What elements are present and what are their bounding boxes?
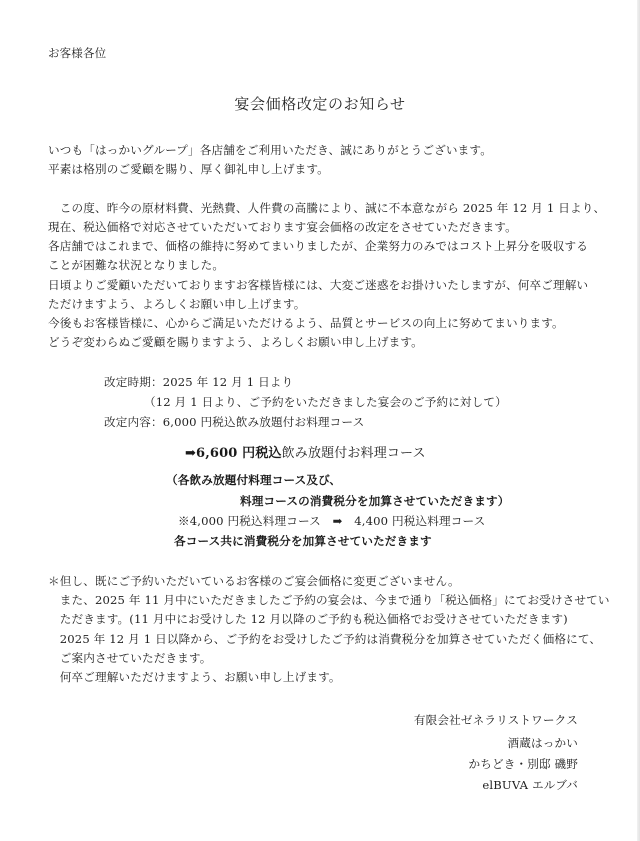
- new-price-line: [185, 446, 426, 462]
- body-line-8: どうぞ変わらぬご愛顧を賜りますよう、よろしくお願い申し上げます。: [48, 335, 423, 349]
- note-line-3: ただきます。(11 月中にお受けした 12 月以降のご予約も税込価格でお受けさせていただきます): [48, 612, 568, 626]
- signature-store-2: かちどき・別邸 磯野: [468, 757, 578, 771]
- note-line-1: ＊但し、既にご予約いただいているお客様のご宴会価格に変更ございません。: [48, 574, 460, 588]
- new-price-course: 飲み放題付お料理コース: [281, 446, 426, 461]
- note-line-6: 何卒ご理解いただけますよう、お願い申し上げます。: [48, 670, 341, 684]
- revision-content: 改定内容：6,000 円税込飲み放題付お料理コース: [104, 415, 365, 429]
- document-title: 宴会価格改定のお知らせ: [234, 95, 406, 113]
- tax-note-line-2: 料理コースの消費税分を加算させていただきます）: [240, 494, 510, 508]
- body-line-7: 今後もお客様皆様に、心からご満足いただけるよう、品質とサービスの向上に努めてまいります。: [48, 316, 564, 330]
- note-line-5: ご案内させていただきます。: [48, 651, 212, 665]
- tax-note-line-1: （各飲み放題付料理コース及び、: [166, 473, 342, 487]
- note-line-2: また、2025 年 11 月中にいただきましたご予約の宴会は、今まで通り「税込価格」にてお受けさせてい: [48, 593, 610, 607]
- arrow-right-icon: ➡: [185, 446, 197, 461]
- new-price-value: 6,600 円税込: [196, 446, 282, 461]
- signature-store-3: elBUVA エルブバ: [482, 778, 578, 792]
- note-line-4: 2025 年 12 月 1 日以降から、ご予約をお受けしたご予約は消費税分を加算させていただく価格にて、: [48, 632, 602, 646]
- body-line-4: ことが困難な状況となりました。: [48, 258, 225, 272]
- other-course-price: ※4,000 円税込料理コース ➡ 4,400 円税込料理コース: [178, 514, 486, 528]
- body-line-6: ただけますよう、よろしくお願い申し上げます。: [48, 297, 306, 311]
- body-line-3: 各店舗ではこれまで、価格の維持に努めてまいりましたが、企業努力のみではコスト上昇分を吸収する: [48, 239, 588, 253]
- revision-date: 改定時期：2025 年 12 月 1 日より: [104, 375, 294, 389]
- body-line-5: 日頃よりご愛顧いただいておりますお客様皆様には、大変ご迷惑をお掛けいたしますが、何卒ご理解い: [48, 278, 589, 292]
- body-line-2: 現在、税込価格で対応させていただいております宴会価格の改定をさせていただきます。: [48, 220, 517, 234]
- greeting-line-2: 平素は格別のご愛顧を賜り、厚く御礼申し上げます。: [48, 162, 329, 176]
- signature-company: 有限会社ゼネラリストワークス: [413, 713, 578, 727]
- greeting-line-1: いつも「はっかいグループ」各店舗をご利用いただき、誠にありがとうございます。: [48, 143, 492, 157]
- revision-date-note: （12 月 1 日より、ご予約をいただきました宴会のご予約に対して）: [144, 395, 507, 409]
- salutation: お客様各位: [48, 46, 107, 60]
- body-line-1: この度、昨今の原材料費、光熱費、人件費の高騰により、誠に不本意ながら 2025 年 12 月 1 日より、: [48, 201, 606, 215]
- signature-store-1: 酒蔵はっかい: [507, 736, 578, 750]
- all-courses-note: 各コース共に消費税分を加算させていただきます: [174, 534, 432, 548]
